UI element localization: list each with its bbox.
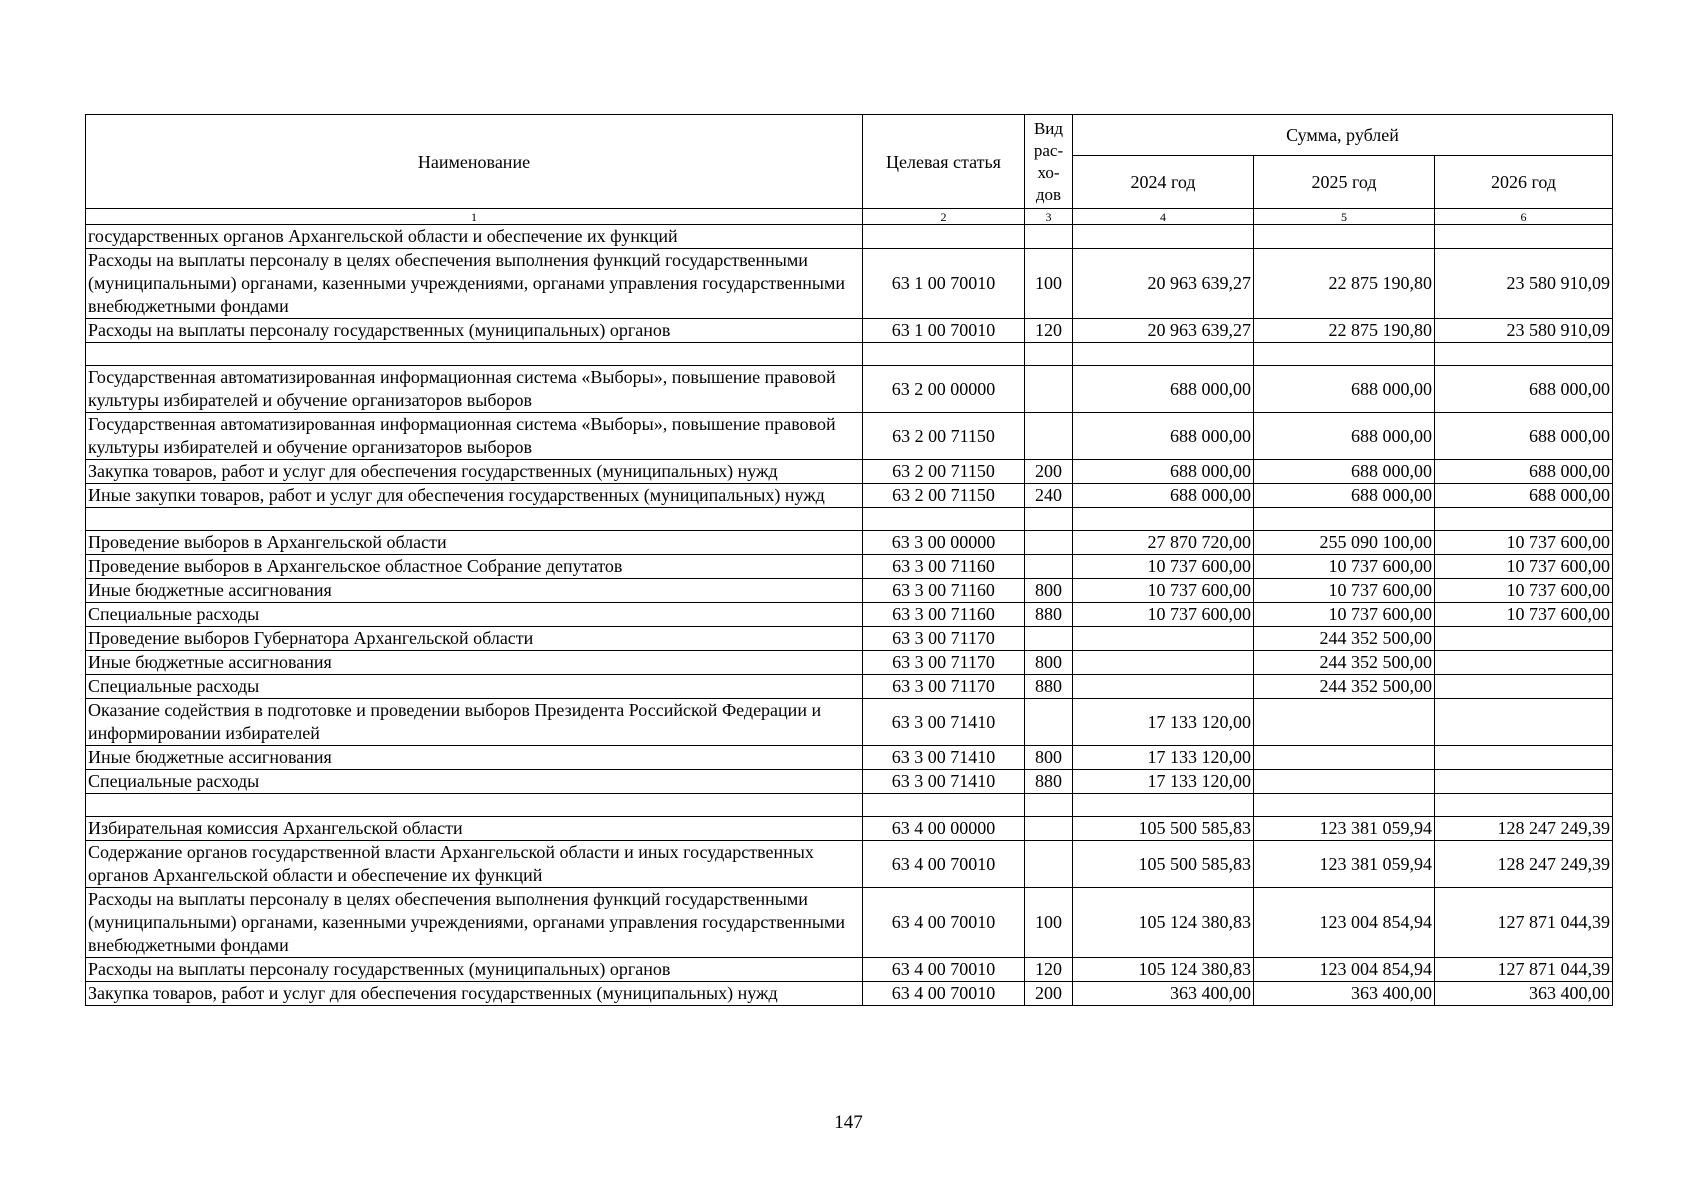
row-amount-2026: 688 000,00 <box>1435 484 1613 508</box>
column-number: 2 <box>863 209 1025 225</box>
table-header <box>86 115 1613 225</box>
row-amount-2026 <box>1435 651 1613 675</box>
row-target-code: 63 3 00 71410 <box>863 746 1025 770</box>
empty-cell <box>1073 508 1254 531</box>
row-target-code: 63 1 00 70010 <box>863 249 1025 319</box>
row-name: Иные бюджетные ассигнования <box>86 579 863 603</box>
row-amount-2025: 688 000,00 <box>1254 460 1435 484</box>
row-amount-2025 <box>1254 225 1435 249</box>
row-amount-2025: 22 875 190,80 <box>1254 249 1435 319</box>
row-name: Иные закупки товаров, работ и услуг для обеспечения государственных (муниципальных) нужд <box>86 484 863 508</box>
table-row <box>86 675 1613 699</box>
row-amount-2024: 10 737 600,00 <box>1073 555 1254 579</box>
table-row <box>86 225 1613 249</box>
row-target-code: 63 1 00 70010 <box>863 319 1025 343</box>
row-target-code: 63 3 00 00000 <box>863 531 1025 555</box>
empty-cell <box>1073 343 1254 366</box>
row-amount-2025: 255 090 100,00 <box>1254 531 1435 555</box>
row-expense-type: 240 <box>1025 484 1073 508</box>
empty-cell <box>863 794 1025 817</box>
row-expense-type: 200 <box>1025 982 1073 1006</box>
header-name: Наименование <box>86 115 863 209</box>
row-name: Содержание органов государственной власти Архангельской области и иных государственных органов Архангельской области и обеспечение их функций <box>86 841 863 888</box>
row-amount-2024: 105 124 380,83 <box>1073 888 1254 958</box>
empty-cell <box>86 508 863 531</box>
row-name: Расходы на выплаты персоналу государственных (муниципальных) органов <box>86 958 863 982</box>
header-vid-line: дов <box>1035 184 1062 204</box>
row-amount-2024: 20 963 639,27 <box>1073 249 1254 319</box>
row-amount-2025: 123 004 854,94 <box>1254 958 1435 982</box>
column-number: 1 <box>86 209 863 225</box>
row-amount-2026 <box>1435 746 1613 770</box>
table-row <box>86 651 1613 675</box>
row-amount-2026 <box>1435 627 1613 651</box>
row-amount-2026: 688 000,00 <box>1435 366 1613 413</box>
spacer-row <box>86 794 1613 817</box>
row-amount-2026: 23 580 910,09 <box>1435 319 1613 343</box>
row-expense-type: 800 <box>1025 579 1073 603</box>
row-amount-2024: 20 963 639,27 <box>1073 319 1254 343</box>
table-row <box>86 746 1613 770</box>
row-expense-type: 120 <box>1025 319 1073 343</box>
header-2026: 2026 год <box>1435 156 1613 209</box>
empty-cell <box>1254 508 1435 531</box>
row-name: Специальные расходы <box>86 603 863 627</box>
row-amount-2026: 127 871 044,39 <box>1435 888 1613 958</box>
row-amount-2025: 10 737 600,00 <box>1254 579 1435 603</box>
row-target-code: 63 3 00 71170 <box>863 627 1025 651</box>
row-expense-type: 100 <box>1025 249 1073 319</box>
header-sum: Сумма, рублей <box>1073 115 1613 156</box>
row-amount-2025: 123 004 854,94 <box>1254 888 1435 958</box>
empty-cell <box>1254 794 1435 817</box>
empty-cell <box>1025 343 1073 366</box>
table-row <box>86 249 1613 319</box>
table-row <box>86 841 1613 888</box>
column-number-row <box>86 209 1613 225</box>
empty-cell <box>863 508 1025 531</box>
empty-cell <box>1025 508 1073 531</box>
row-amount-2025: 688 000,00 <box>1254 484 1435 508</box>
row-expense-type: 200 <box>1025 460 1073 484</box>
row-amount-2025 <box>1254 699 1435 746</box>
row-expense-type <box>1025 366 1073 413</box>
row-expense-type <box>1025 817 1073 841</box>
row-amount-2025 <box>1254 770 1435 794</box>
row-amount-2024: 363 400,00 <box>1073 982 1254 1006</box>
row-expense-type <box>1025 627 1073 651</box>
empty-cell <box>1254 343 1435 366</box>
row-amount-2024: 688 000,00 <box>1073 413 1254 460</box>
row-name: государственных органов Архангельской области и обеспечение их функций <box>86 225 863 249</box>
row-amount-2024: 688 000,00 <box>1073 484 1254 508</box>
row-amount-2024: 17 133 120,00 <box>1073 770 1254 794</box>
row-expense-type: 880 <box>1025 603 1073 627</box>
table-row <box>86 603 1613 627</box>
row-amount-2026: 10 737 600,00 <box>1435 531 1613 555</box>
row-expense-type: 100 <box>1025 888 1073 958</box>
row-name: Проведение выборов Губернатора Архангельской области <box>86 627 863 651</box>
row-target-code: 63 3 00 71160 <box>863 555 1025 579</box>
row-name: Проведение выборов в Архангельское областное Собрание депутатов <box>86 555 863 579</box>
row-target-code: 63 3 00 71410 <box>863 770 1025 794</box>
row-amount-2025: 123 381 059,94 <box>1254 841 1435 888</box>
row-expense-type <box>1025 413 1073 460</box>
row-amount-2024: 27 870 720,00 <box>1073 531 1254 555</box>
table-row <box>86 484 1613 508</box>
header-2024: 2024 год <box>1073 156 1254 209</box>
row-amount-2025: 10 737 600,00 <box>1254 555 1435 579</box>
header-vid-line: Вид <box>1033 118 1064 138</box>
row-amount-2025: 244 352 500,00 <box>1254 651 1435 675</box>
row-expense-type <box>1025 841 1073 888</box>
row-amount-2024: 10 737 600,00 <box>1073 603 1254 627</box>
header-target: Целевая статья <box>863 115 1025 209</box>
row-name: Проведение выборов в Архангельской области <box>86 531 863 555</box>
empty-cell <box>1435 794 1613 817</box>
row-amount-2024 <box>1073 651 1254 675</box>
row-target-code <box>863 225 1025 249</box>
row-amount-2026: 363 400,00 <box>1435 982 1613 1006</box>
row-amount-2025: 363 400,00 <box>1254 982 1435 1006</box>
header-vid-line: хо- <box>1037 162 1060 182</box>
empty-cell <box>86 343 863 366</box>
table-row <box>86 579 1613 603</box>
row-expense-type <box>1025 555 1073 579</box>
table-row <box>86 770 1613 794</box>
row-name: Специальные расходы <box>86 770 863 794</box>
column-number: 3 <box>1025 209 1073 225</box>
row-amount-2026: 10 737 600,00 <box>1435 603 1613 627</box>
row-amount-2024 <box>1073 675 1254 699</box>
header-vid <box>1025 115 1073 209</box>
row-expense-type <box>1025 531 1073 555</box>
table-row <box>86 958 1613 982</box>
row-expense-type: 880 <box>1025 675 1073 699</box>
row-expense-type: 800 <box>1025 651 1073 675</box>
row-target-code: 63 3 00 71410 <box>863 699 1025 746</box>
row-name: Оказание содействия в подготовке и проведении выборов Президента Российской Федерации и информировании избирателей <box>86 699 863 746</box>
table-row <box>86 699 1613 746</box>
row-amount-2026: 127 871 044,39 <box>1435 958 1613 982</box>
row-amount-2025 <box>1254 746 1435 770</box>
section-row <box>86 531 1613 555</box>
row-amount-2026 <box>1435 225 1613 249</box>
row-amount-2024: 105 124 380,83 <box>1073 958 1254 982</box>
page-number: 147 <box>834 1112 863 1133</box>
row-target-code: 63 2 00 00000 <box>863 366 1025 413</box>
row-name: Закупка товаров, работ и услуг для обеспечения государственных (муниципальных) нужд <box>86 460 863 484</box>
empty-cell <box>1435 343 1613 366</box>
table-row <box>86 555 1613 579</box>
table-row <box>86 888 1613 958</box>
row-amount-2026 <box>1435 699 1613 746</box>
row-amount-2025: 244 352 500,00 <box>1254 627 1435 651</box>
row-target-code: 63 3 00 71170 <box>863 651 1025 675</box>
row-amount-2025: 123 381 059,94 <box>1254 817 1435 841</box>
header-vid-line: рас- <box>1033 140 1064 160</box>
row-target-code: 63 2 00 71150 <box>863 484 1025 508</box>
row-amount-2024: 17 133 120,00 <box>1073 699 1254 746</box>
section-row <box>86 366 1613 413</box>
row-expense-type: 800 <box>1025 746 1073 770</box>
table-row <box>86 413 1613 460</box>
row-target-code: 63 4 00 70010 <box>863 982 1025 1006</box>
row-target-code: 63 4 00 70010 <box>863 888 1025 958</box>
table-row <box>86 627 1613 651</box>
row-name: Специальные расходы <box>86 675 863 699</box>
row-amount-2026: 128 247 249,39 <box>1435 817 1613 841</box>
row-expense-type <box>1025 699 1073 746</box>
row-target-code: 63 3 00 71170 <box>863 675 1025 699</box>
table-row <box>86 319 1613 343</box>
row-amount-2026: 688 000,00 <box>1435 413 1613 460</box>
row-amount-2026: 10 737 600,00 <box>1435 579 1613 603</box>
empty-cell <box>1073 794 1254 817</box>
table-row <box>86 460 1613 484</box>
row-amount-2025: 688 000,00 <box>1254 366 1435 413</box>
row-amount-2026 <box>1435 770 1613 794</box>
row-target-code: 63 4 00 70010 <box>863 841 1025 888</box>
empty-cell <box>1025 794 1073 817</box>
row-target-code: 63 4 00 00000 <box>863 817 1025 841</box>
row-expense-type <box>1025 225 1073 249</box>
row-target-code: 63 2 00 71150 <box>863 413 1025 460</box>
row-target-code: 63 2 00 71150 <box>863 460 1025 484</box>
column-number: 6 <box>1435 209 1613 225</box>
row-amount-2024 <box>1073 627 1254 651</box>
row-amount-2024: 105 500 585,83 <box>1073 817 1254 841</box>
empty-cell <box>86 794 863 817</box>
table-body <box>86 225 1613 1006</box>
row-target-code: 63 3 00 71160 <box>863 579 1025 603</box>
empty-cell <box>1435 508 1613 531</box>
row-amount-2026 <box>1435 675 1613 699</box>
spacer-row <box>86 343 1613 366</box>
row-name: Избирательная комиссия Архангельской области <box>86 817 863 841</box>
row-amount-2026: 23 580 910,09 <box>1435 249 1613 319</box>
row-amount-2024: 10 737 600,00 <box>1073 579 1254 603</box>
column-number: 5 <box>1254 209 1435 225</box>
table-row <box>86 982 1613 1006</box>
row-amount-2026: 10 737 600,00 <box>1435 555 1613 579</box>
row-name: Закупка товаров, работ и услуг для обеспечения государственных (муниципальных) нужд <box>86 982 863 1006</box>
row-target-code: 63 4 00 70010 <box>863 958 1025 982</box>
row-amount-2024: 688 000,00 <box>1073 460 1254 484</box>
row-amount-2024: 105 500 585,83 <box>1073 841 1254 888</box>
row-amount-2025: 22 875 190,80 <box>1254 319 1435 343</box>
spacer-row <box>86 508 1613 531</box>
row-amount-2025: 10 737 600,00 <box>1254 603 1435 627</box>
row-expense-type: 880 <box>1025 770 1073 794</box>
row-name: Иные бюджетные ассигнования <box>86 746 863 770</box>
row-name: Расходы на выплаты персоналу в целях обеспечения выполнения функций государственными (муниципальными) органами, казенными учреждениями, органами управления государственными внебюджетными фондами <box>86 249 863 319</box>
row-amount-2026: 128 247 249,39 <box>1435 841 1613 888</box>
empty-cell <box>863 343 1025 366</box>
section-row <box>86 817 1613 841</box>
row-amount-2025: 244 352 500,00 <box>1254 675 1435 699</box>
row-amount-2025: 688 000,00 <box>1254 413 1435 460</box>
header-2025: 2025 год <box>1254 156 1435 209</box>
row-amount-2024: 17 133 120,00 <box>1073 746 1254 770</box>
row-name: Расходы на выплаты персоналу государственных (муниципальных) органов <box>86 319 863 343</box>
row-amount-2024: 688 000,00 <box>1073 366 1254 413</box>
row-name: Государственная автоматизированная информационная система «Выборы», повышение правовой культуры избирателей и обучение организаторов выборов <box>86 413 863 460</box>
row-amount-2024 <box>1073 225 1254 249</box>
row-expense-type: 120 <box>1025 958 1073 982</box>
column-number: 4 <box>1073 209 1254 225</box>
row-name: Расходы на выплаты персоналу в целях обеспечения выполнения функций государственными (муниципальными) органами, казенными учреждениями, органами управления государственными внебюджетными фондами <box>86 888 863 958</box>
row-amount-2026: 688 000,00 <box>1435 460 1613 484</box>
row-target-code: 63 3 00 71160 <box>863 603 1025 627</box>
row-name: Государственная автоматизированная информационная система «Выборы», повышение правовой культуры избирателей и обучение организаторов выборов <box>86 366 863 413</box>
budget-table <box>85 114 1613 1006</box>
row-name: Иные бюджетные ассигнования <box>86 651 863 675</box>
